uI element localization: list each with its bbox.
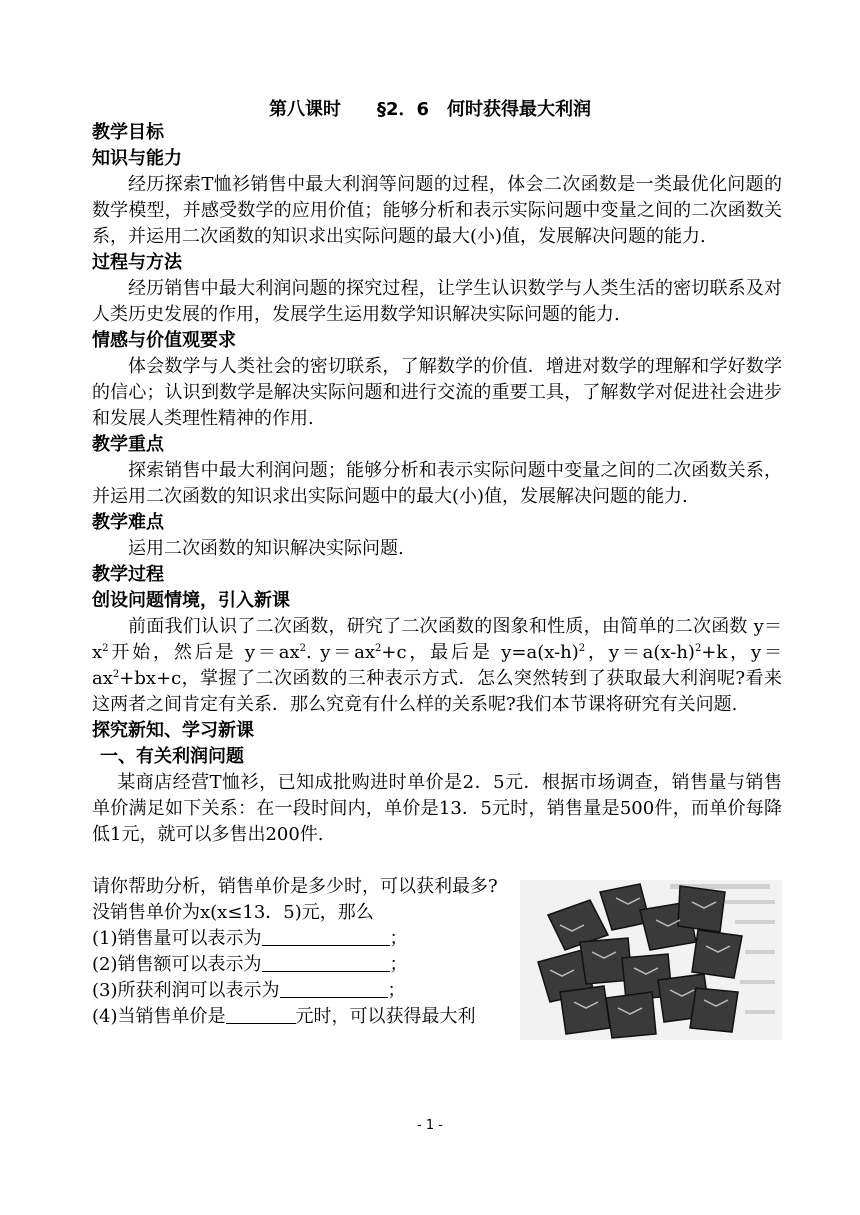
key-point-heading: 教学重点 [92, 434, 164, 455]
answer-blank-1[interactable] [262, 926, 390, 946]
profit-heading: 一、有关利润问题 [100, 746, 244, 767]
knowledge-heading: 知识与能力 [92, 148, 182, 169]
answer-blank-2[interactable] [262, 952, 390, 972]
intro-heading: 创设问题情境，引入新课 [92, 590, 290, 611]
question-assume: 没销售单价为x(x≤13．5)元，那么 [92, 902, 374, 923]
question-2: (2)销售额可以表示为 ； [92, 954, 408, 975]
objectives-heading: 教学目标 [92, 122, 164, 143]
question-ask: 请你帮助分析，销售单价是多少时，可以获利最多? [92, 876, 498, 897]
question-1: (1)销售量可以表示为 ； [92, 928, 408, 949]
process-text: 经历销售中最大利润问题的探究过程，让学生认识数学与人类生活的密切联系及对人类历史发展的作用，发展学生运用数学知识解决实际问题的能力. [92, 278, 782, 325]
section-title: §2．6 何时获得最大利润 [376, 99, 592, 120]
tshirts-image [520, 880, 782, 1040]
question-4: (4)当销售单价是 元时，可以获得最大利 [92, 1006, 476, 1027]
lesson-number: 第八课时 [268, 99, 341, 120]
page-title [0, 95, 860, 121]
answer-blank-3[interactable] [280, 978, 388, 998]
page-number: - 1 - [417, 1118, 443, 1133]
profit-problem-text: 某商店经营T恤衫，已知成批购进时单价是2．5元．根据市场调查，销售量与销售单价满足如下关系：在一段时间内，单价是13．5元时，销售量是500件，而单价每降低1元，就可以多售出200件. [92, 772, 782, 845]
intro-text: 前面我们认识了二次函数，研究了二次函数的图象和性质，由简单的二次函数 $y=x^2$开始，然后是 $y=ax^2$. $y=ax^2+c$，最后是 $y=a(x-h)^2$，$y=a(x-h)^2+k$，$y=ax^2+bx+c$，掌握了二次函数的三种表示方式．怎么突然转到了获取最大利润呢?看来这两者之间肯定有关系．那么究竟有什么样的关系呢?我们本节课将研究有关问题. [92, 616, 782, 715]
difficulty-heading: 教学难点 [92, 512, 164, 533]
explore-heading: 探究新知、学习新课 [92, 720, 254, 741]
emotion-heading: 情感与价值观要求 [92, 330, 236, 351]
difficulty-text: 运用二次函数的知识解决实际问题. [128, 538, 404, 559]
questions-section [92, 874, 782, 1040]
main-content [92, 120, 782, 1040]
key-point-text: 探索销售中最大利润问题；能够分析和表示实际问题中变量之间的二次函数关系，并运用二次函数的知识求出实际问题中的最大(小)值，发展解决问题的能力. [92, 460, 782, 507]
emotion-text: 体会数学与人类社会的密切联系，了解数学的价值．增进对数学的理解和学好数学的信心；认识到数学是解决实际问题和进行交流的重要工具，了解数学对促进社会进步和发展人类理性精神的作用. [92, 356, 782, 429]
answer-blank-4[interactable] [226, 1004, 296, 1024]
knowledge-text: 经历探索T恤衫销售中最大利润等问题的过程，体会二次函数是一类最优化问题的数学模型，并感受数学的应用价值；能够分析和表示实际问题中变量之间的二次函数关系，并运用二次函数的知识求出实际问题的最大(小)值，发展解决问题的能力. [92, 174, 782, 247]
question-3: (3)所获利润可以表示为 ； [92, 980, 406, 1001]
process-heading: 过程与方法 [92, 252, 182, 273]
procedure-heading: 教学过程 [92, 564, 164, 585]
